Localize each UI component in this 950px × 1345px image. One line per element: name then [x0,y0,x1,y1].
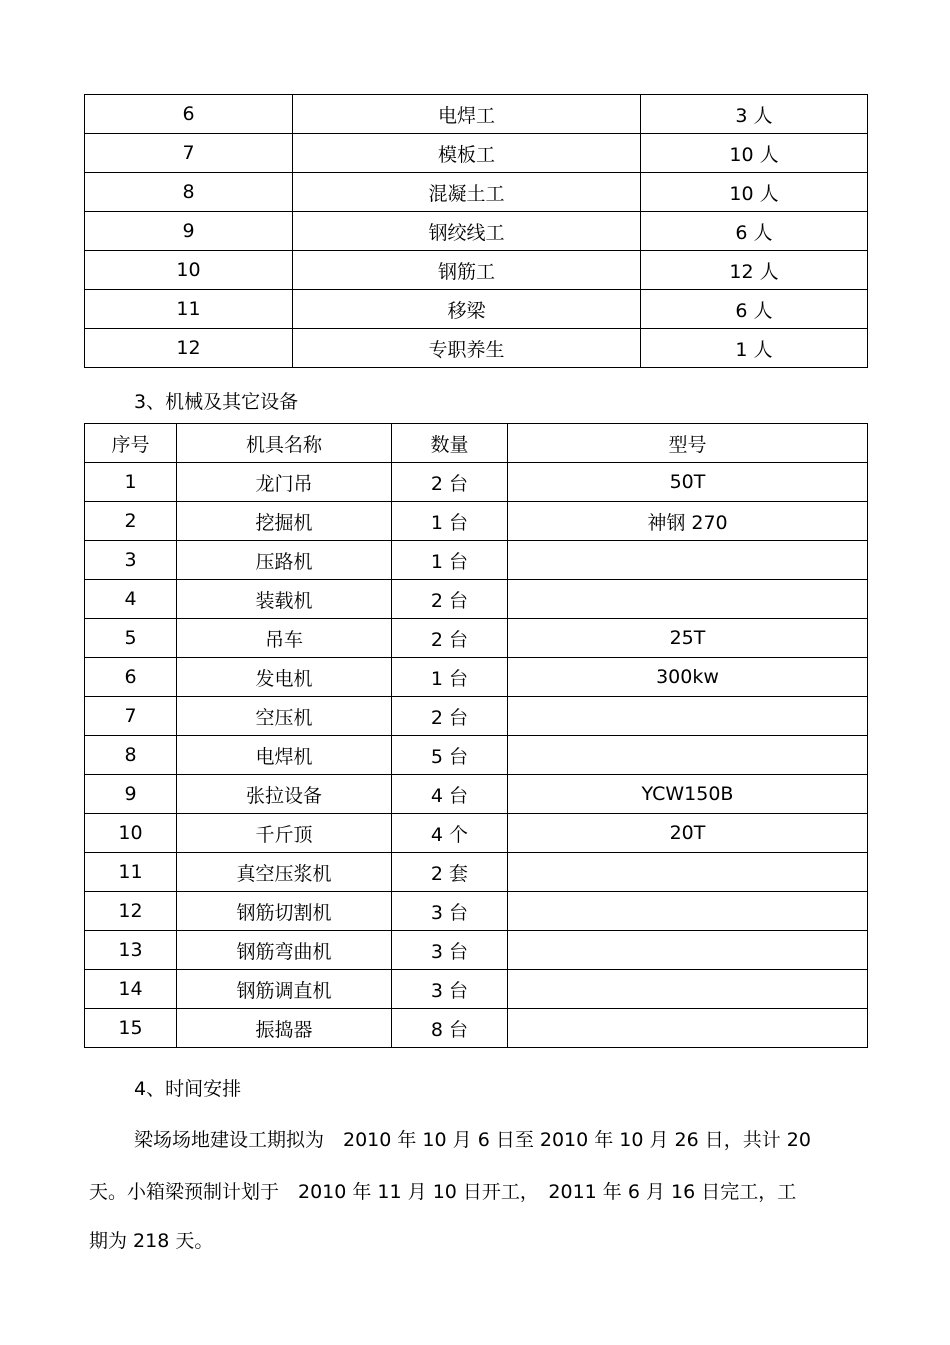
equipment-no-cell: 7 [85,697,177,736]
equipment-model-cell: 神钢 270 [508,502,868,541]
equipment-qty-cell: 2 台 [392,619,508,658]
equipment-name-cell: 真空压浆机 [177,853,392,892]
equipment-name-cell: 发电机 [177,658,392,697]
equipment-row [85,853,868,892]
labor-no-cell: 7 [85,134,293,173]
equipment-qty-cell: 2 台 [392,463,508,502]
equipment-row [85,970,868,1009]
schedule-line-2: 天。小箱梁预制计划于 2010 年 11 月 10 日开工， 2011 年 6 月 16 日完工，工 [89,1181,797,1203]
equipment-model-cell: 300kw [508,658,868,697]
equipment-name-cell: 龙门吊 [177,463,392,502]
equipment-no-cell: 5 [85,619,177,658]
equipment-name-cell: 钢筋切割机 [177,892,392,931]
labor-row [85,212,868,251]
equipment-model-cell [508,580,868,619]
labor-trade-cell: 混凝土工 [293,173,641,212]
equipment-row [85,814,868,853]
equipment-no-cell: 10 [85,814,177,853]
equipment-name-cell: 张拉设备 [177,775,392,814]
equipment-no-cell: 4 [85,580,177,619]
equipment-name-cell: 空压机 [177,697,392,736]
labor-no-cell: 9 [85,212,293,251]
labor-count-cell: 10 人 [641,173,868,212]
labor-row [85,251,868,290]
equipment-row [85,463,868,502]
labor-no-cell: 10 [85,251,293,290]
equipment-qty-cell: 1 台 [392,502,508,541]
labor-table [84,94,868,368]
equipment-name-cell: 压路机 [177,541,392,580]
labor-no-cell: 12 [85,329,293,368]
equipment-row [85,658,868,697]
equipment-name-cell: 千斤顶 [177,814,392,853]
equipment-model-cell: 50T [508,463,868,502]
labor-row [85,95,868,134]
equipment-no-cell: 6 [85,658,177,697]
labor-count-cell: 1 人 [641,329,868,368]
equipment-row [85,931,868,970]
equipment-name-cell: 钢筋调直机 [177,970,392,1009]
labor-no-cell: 11 [85,290,293,329]
labor-no-cell: 8 [85,173,293,212]
labor-count-cell: 6 人 [641,212,868,251]
schedule-line-1: 梁场场地建设工期拟为 2010 年 10 月 6 日至 2010 年 10 月 26 日，共计 20 [134,1129,811,1151]
equipment-model-cell [508,697,868,736]
equipment-name-cell: 电焊机 [177,736,392,775]
equipment-no-cell: 14 [85,970,177,1009]
header-no: 序号 [85,424,177,463]
equipment-header-row [85,424,868,463]
equipment-no-cell: 1 [85,463,177,502]
labor-trade-cell: 钢筋工 [293,251,641,290]
equipment-row [85,502,868,541]
equipment-row [85,736,868,775]
schedule-line-3: 期为 218 天。 [89,1230,214,1252]
equipment-qty-cell: 3 台 [392,970,508,1009]
labor-count-cell: 12 人 [641,251,868,290]
section-3-heading: 3、机械及其它设备 [134,391,299,413]
equipment-row [85,775,868,814]
equipment-model-cell [508,970,868,1009]
equipment-row [85,892,868,931]
equipment-no-cell: 2 [85,502,177,541]
header-name: 机具名称 [177,424,392,463]
equipment-name-cell: 挖掘机 [177,502,392,541]
equipment-no-cell: 8 [85,736,177,775]
equipment-name-cell: 吊车 [177,619,392,658]
header-qty: 数量 [392,424,508,463]
labor-row [85,329,868,368]
equipment-qty-cell: 1 台 [392,541,508,580]
labor-row [85,290,868,329]
header-model: 型号 [508,424,868,463]
equipment-model-cell [508,892,868,931]
equipment-no-cell: 3 [85,541,177,580]
equipment-qty-cell: 3 台 [392,892,508,931]
equipment-model-cell: 20T [508,814,868,853]
labor-trade-cell: 专职养生 [293,329,641,368]
labor-row [85,134,868,173]
equipment-qty-cell: 4 个 [392,814,508,853]
equipment-qty-cell: 1 台 [392,658,508,697]
section-4-heading: 4、时间安排 [134,1078,242,1100]
equipment-qty-cell: 2 套 [392,853,508,892]
labor-count-cell: 10 人 [641,134,868,173]
equipment-table [84,423,868,1048]
equipment-model-cell [508,853,868,892]
equipment-no-cell: 15 [85,1009,177,1048]
equipment-no-cell: 12 [85,892,177,931]
equipment-model-cell [508,541,868,580]
equipment-row [85,580,868,619]
labor-count-cell: 6 人 [641,290,868,329]
equipment-qty-cell: 2 台 [392,697,508,736]
equipment-name-cell: 装载机 [177,580,392,619]
equipment-no-cell: 13 [85,931,177,970]
equipment-no-cell: 11 [85,853,177,892]
equipment-name-cell: 振捣器 [177,1009,392,1048]
equipment-qty-cell: 5 台 [392,736,508,775]
equipment-model-cell [508,1009,868,1048]
equipment-name-cell: 钢筋弯曲机 [177,931,392,970]
equipment-model-cell [508,736,868,775]
labor-row [85,173,868,212]
equipment-model-cell: YCW150B [508,775,868,814]
equipment-row [85,1009,868,1048]
equipment-row [85,541,868,580]
equipment-qty-cell: 8 台 [392,1009,508,1048]
equipment-qty-cell: 3 台 [392,931,508,970]
equipment-no-cell: 9 [85,775,177,814]
labor-trade-cell: 电焊工 [293,95,641,134]
labor-trade-cell: 钢绞线工 [293,212,641,251]
equipment-qty-cell: 4 台 [392,775,508,814]
labor-trade-cell: 移梁 [293,290,641,329]
equipment-model-cell [508,931,868,970]
labor-no-cell: 6 [85,95,293,134]
equipment-model-cell: 25T [508,619,868,658]
equipment-row [85,619,868,658]
labor-trade-cell: 模板工 [293,134,641,173]
labor-count-cell: 3 人 [641,95,868,134]
equipment-row [85,697,868,736]
equipment-qty-cell: 2 台 [392,580,508,619]
